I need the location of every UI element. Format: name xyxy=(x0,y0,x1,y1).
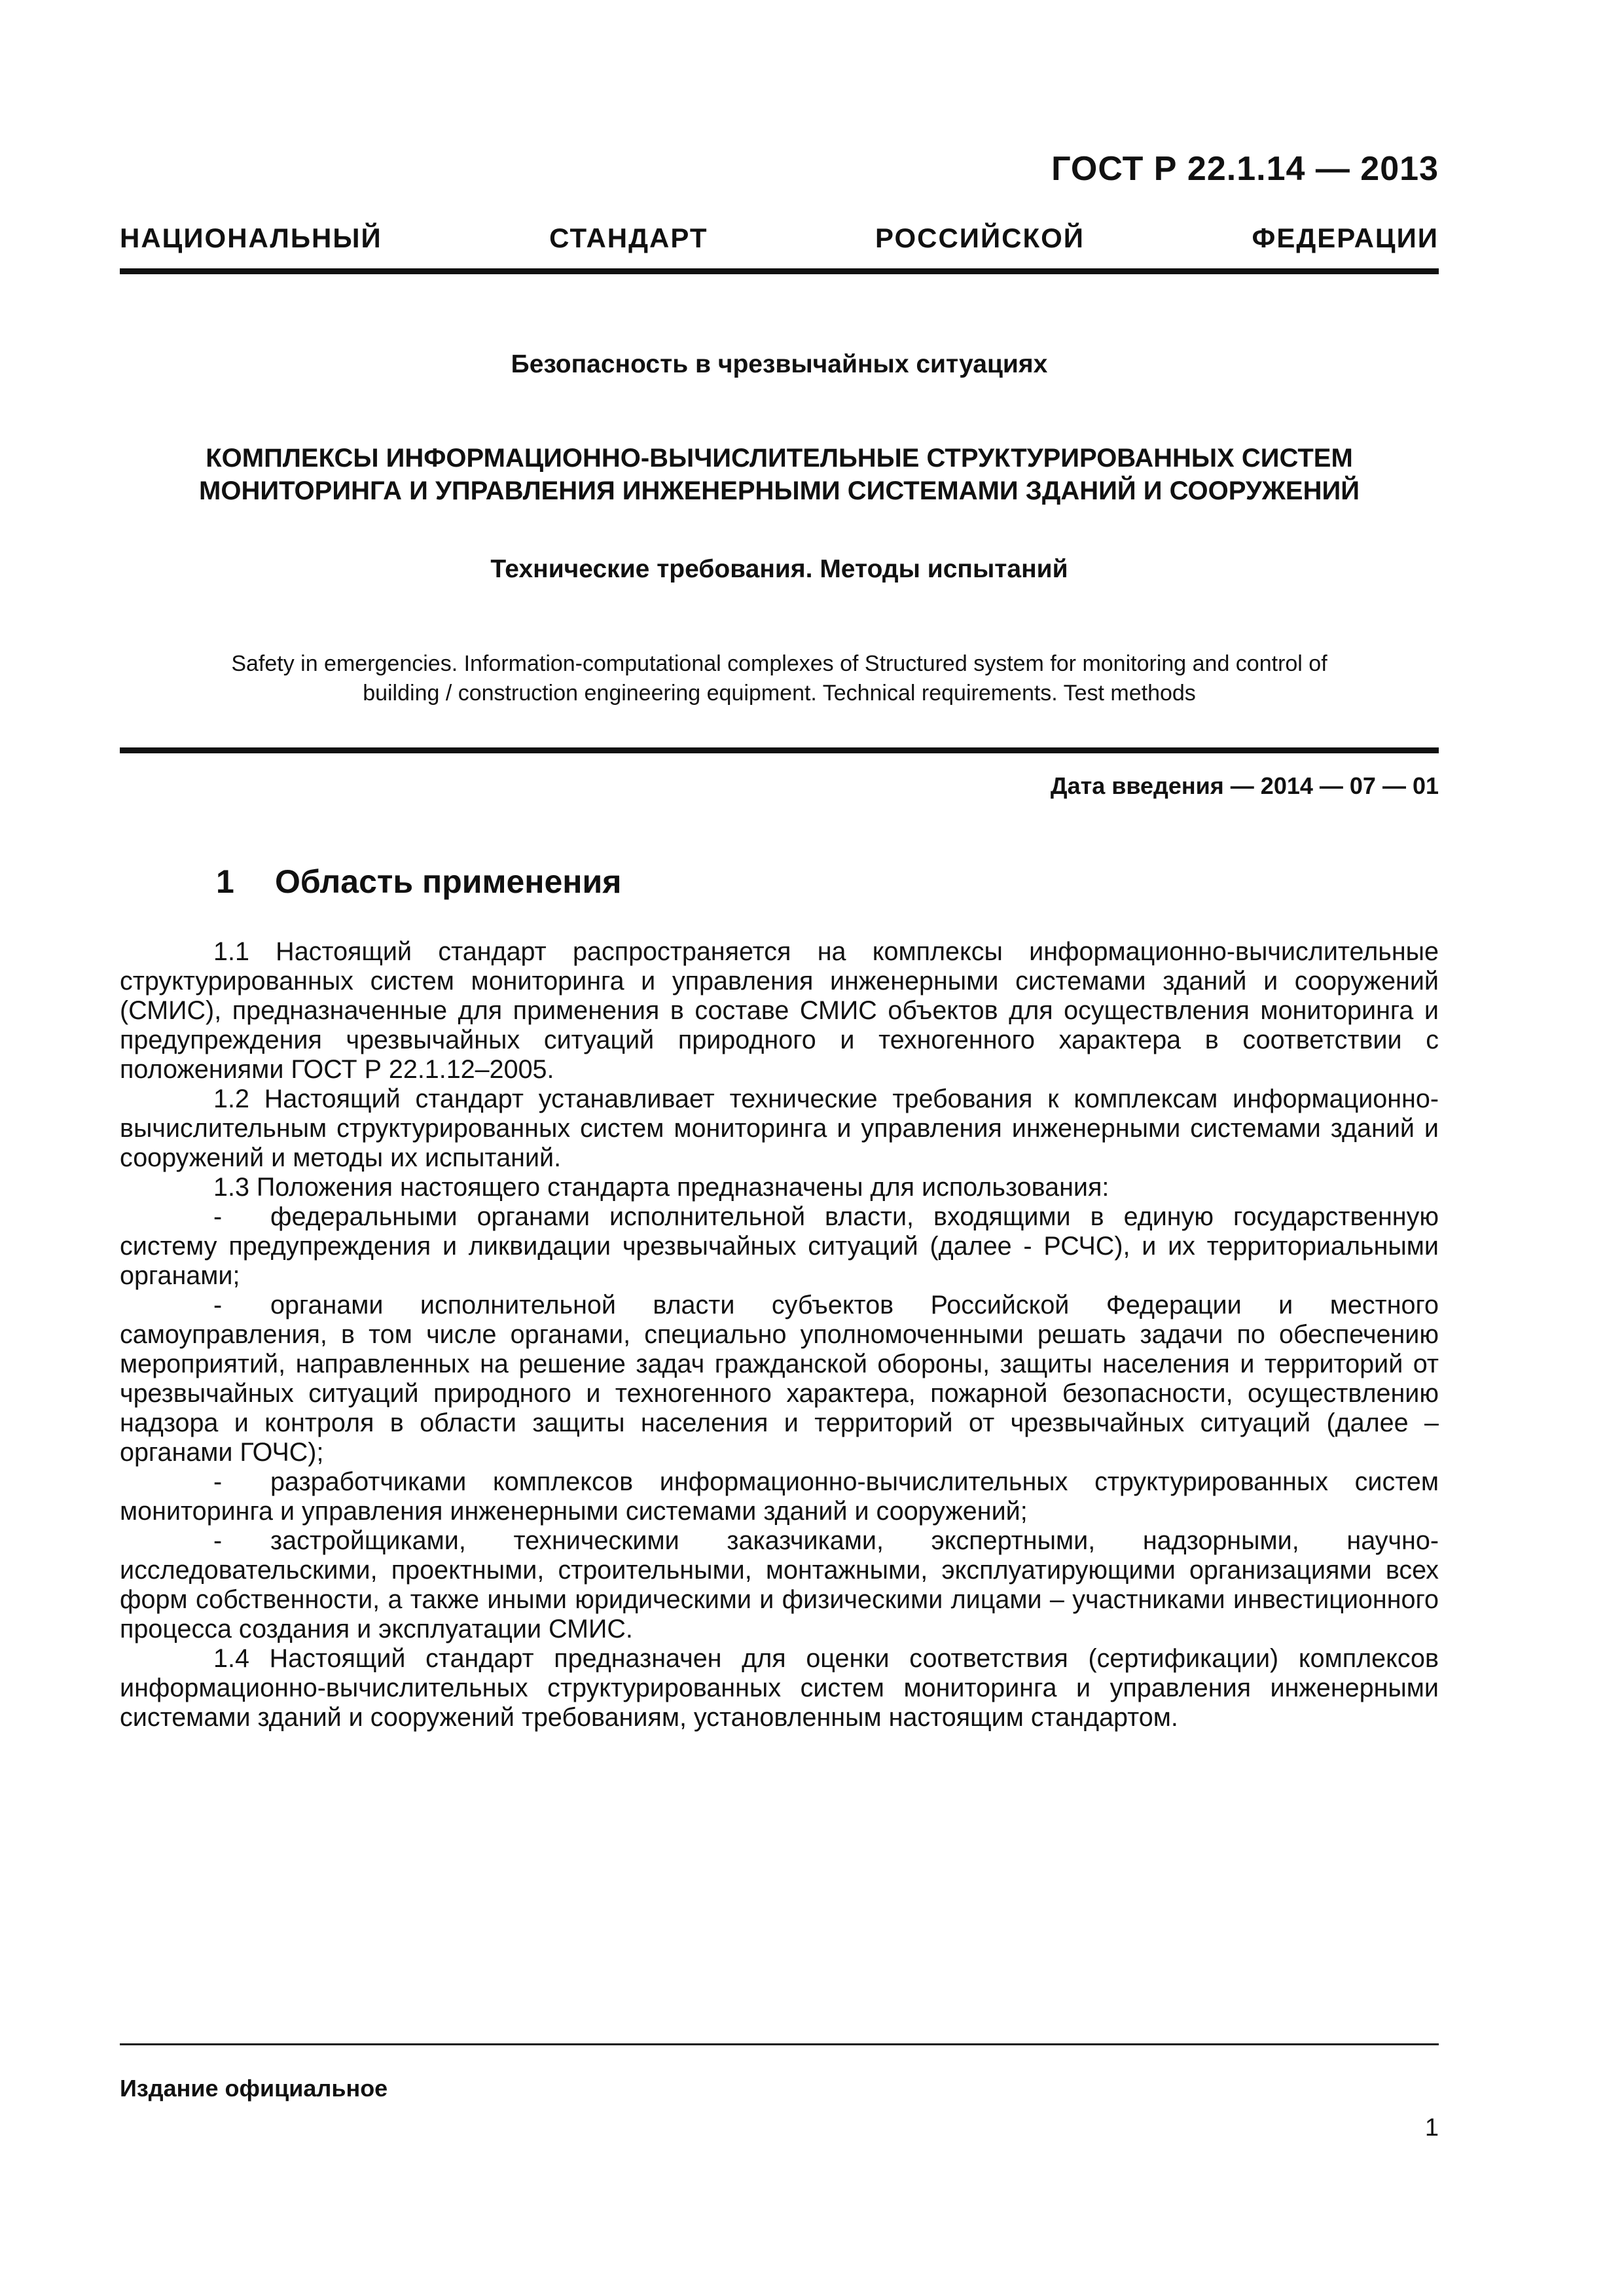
header-rule xyxy=(120,268,1439,274)
paragraph-1-2: 1.2 Настоящий стандарт устанавливает технические требования к комплексам информационно-вычислительным структурированных систем мониторинга и управления инженерными системами зданий и сооружений и методы их испытаний. xyxy=(120,1085,1439,1172)
list-item xyxy=(120,1291,1439,1467)
list-item-text: разработчиками комплексов информационно-вычислительных структурированных систем мониторинга и управления инженерными системами зданий и сооружений; xyxy=(120,1467,1439,1526)
english-title-line-2: building / construction engineering equipment. Technical requirements. Test methods xyxy=(363,681,1196,706)
list-item xyxy=(120,1202,1439,1291)
title-block-rule xyxy=(120,747,1439,753)
section-number: 1 xyxy=(216,863,234,900)
english-title xyxy=(120,649,1439,708)
series-title: Безопасность в чрезвычайных ситуациях xyxy=(511,350,1048,378)
date-of-introduction: Дата введения — 2014 — 07 — 01 xyxy=(1050,772,1439,799)
section-title: Область применения xyxy=(275,863,622,900)
paragraph-1-1: 1.1 Настоящий стандарт распространяется на комплексы информационно-вычислительные структурированных систем мониторинга и управления инженерными системами зданий и сооружений (СМИС), предназначенные для применения в составе СМИС объектов для осуществления мониторинга и предупреждения чрезвычайных ситуаций природного и техногенного характера в соответствии с положениями ГОСТ Р 22.1.12–2005. xyxy=(120,937,1439,1084)
main-title-line-1: КОМПЛЕКСЫ ИНФОРМАЦИОННО-ВЫЧИСЛИТЕЛЬНЫЕ СТРУКТУРИРОВАННЫХ СИСТЕМ xyxy=(206,444,1353,473)
list-item-text: органами исполнительной власти субъектов Российской Федерации и местного самоуправления, в том числе органами, специально уполномоченными решать задачи по обеспечению мероприятий, направленных на решение задач гражданской обороны, защиты населения и территорий от чрезвычайных ситуаций природного и техногенного характера, пожарной безопасности, осуществлению надзора и контроля в области защиты населения и территорий от чрезвычайных ситуаций (далее – органами ГОЧС); xyxy=(120,1291,1439,1467)
section-body xyxy=(120,937,1439,1732)
list-item-text: застройщиками, техническими заказчиками, экспертными, надзорными, научно-исследовательскими, проектными, строительными, монтажными, эксплуатирующими организациями всех форм собственности, а также иными юридическими и физическими лицами – участниками инвестиционного процесса создания и эксплуатации СМИС. xyxy=(120,1526,1439,1643)
list-dash: - xyxy=(213,1467,223,1496)
list-dash: - xyxy=(213,1202,223,1231)
section-heading xyxy=(216,863,621,901)
national-standard-title: НАЦИОНАЛЬНЫЙ СТАНДАРТ РОССИЙСКОЙ ФЕДЕРАЦИИ xyxy=(120,223,1439,253)
page-number: 1 xyxy=(1424,2114,1439,2142)
main-title-line-2: МОНИТОРИНГА И УПРАВЛЕНИЯ ИНЖЕНЕРНЫМИ СИСТЕМАМИ ЗДАНИЙ И СООРУЖЕНИЙ xyxy=(199,476,1360,505)
paragraph-1-3: 1.3 Положения настоящего стандарта предназначены для использования: xyxy=(213,1173,1110,1202)
main-title xyxy=(120,442,1439,507)
list-dash: - xyxy=(213,1526,223,1555)
footer-rule xyxy=(120,2043,1439,2045)
list-item-text: федеральными органами исполнительной власти, входящими в единую государственную систему предупреждения и ликвидации чрезвычайных ситуаций (далее - РСЧС), и их территориальными органами; xyxy=(120,1202,1439,1290)
official-edition-label: Издание официальное xyxy=(120,2075,388,2102)
list-item xyxy=(120,1526,1439,1644)
subtitle: Технические требования. Методы испытаний xyxy=(490,555,1068,583)
paragraph-1-4: 1.4 Настоящий стандарт предназначен для оценки соответствия (сертификации) комплексов информационно-вычислительных структурированных систем мониторинга и управления инженерными системами зданий и сооружений требованиям, установленным настоящим стандартом. xyxy=(120,1644,1439,1732)
english-title-line-1: Safety in emergencies. Information-computational complexes of Structured system for monitoring and control of xyxy=(231,651,1327,676)
document-number: ГОСТ Р 22.1.14 — 2013 xyxy=(1051,150,1439,188)
list-dash: - xyxy=(213,1291,223,1319)
list-item xyxy=(120,1467,1439,1526)
